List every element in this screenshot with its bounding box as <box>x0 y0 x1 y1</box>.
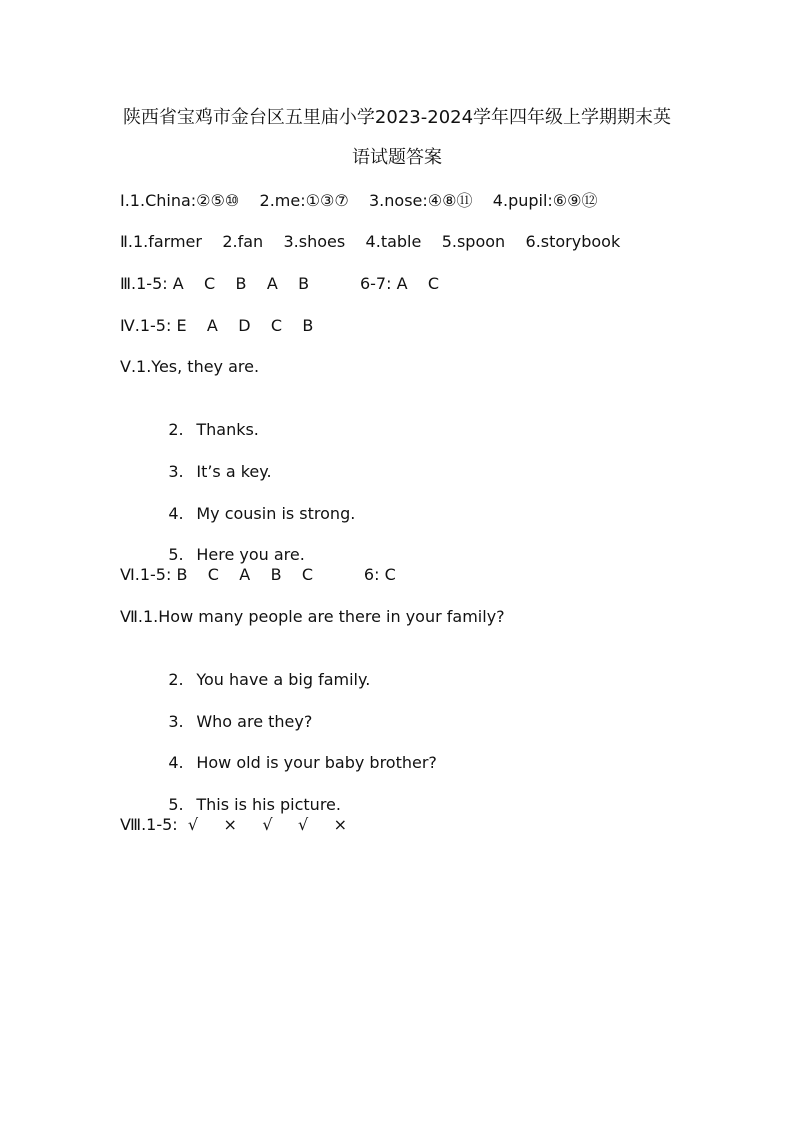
item-number: 4. <box>168 753 184 772</box>
item-text: How old is your baby brother? <box>196 753 437 772</box>
answer-section-1: Ⅰ.1.China:②⑤⑩ 2.me:①③⑦ 3.nose:④⑧⑪ 4.pupil:⑥⑨⑫ <box>120 191 598 210</box>
item-text: Thanks. <box>196 420 259 439</box>
answer-section-8: Ⅷ.1-5: √ × √ √ × <box>120 815 347 834</box>
item-number: 2. <box>168 670 184 689</box>
document-title-line-2: 语试题答案 <box>352 147 442 168</box>
document-title-line-1: 陕西省宝鸡市金台区五里庙小学2023-2024学年四年级上学期期末英 <box>122 107 672 128</box>
item-number: 4. <box>168 504 184 523</box>
item-text: It’s a key. <box>196 462 272 481</box>
item-text: My cousin is strong. <box>196 504 356 523</box>
item-text: You have a big family. <box>196 670 371 689</box>
item-text: Here you are. <box>196 545 305 564</box>
item-number: 3. <box>168 462 184 481</box>
item-number: 2. <box>168 420 184 439</box>
answer-section-5-head: Ⅴ.1.Yes, they are. <box>120 357 260 376</box>
item-text: Who are they? <box>196 712 313 731</box>
item-text: This is his picture. <box>196 795 341 814</box>
answer-section-6: Ⅵ.1-5: B C A B C 6: C <box>120 565 396 584</box>
answer-section-3: Ⅲ.1-5: A C B A B 6-7: A C <box>120 274 440 293</box>
answer-section-7-head: Ⅶ.1.How many people are there in your family? <box>120 607 505 626</box>
item-number: 3. <box>168 712 184 731</box>
answer-section-2: Ⅱ.1.farmer 2.fan 3.shoes 4.table 5.spoon 6.storybook <box>120 232 621 251</box>
item-number: 5. <box>168 545 184 564</box>
item-number: 5. <box>168 795 184 814</box>
answer-section-4: Ⅳ.1-5: E A D C B <box>120 316 314 335</box>
